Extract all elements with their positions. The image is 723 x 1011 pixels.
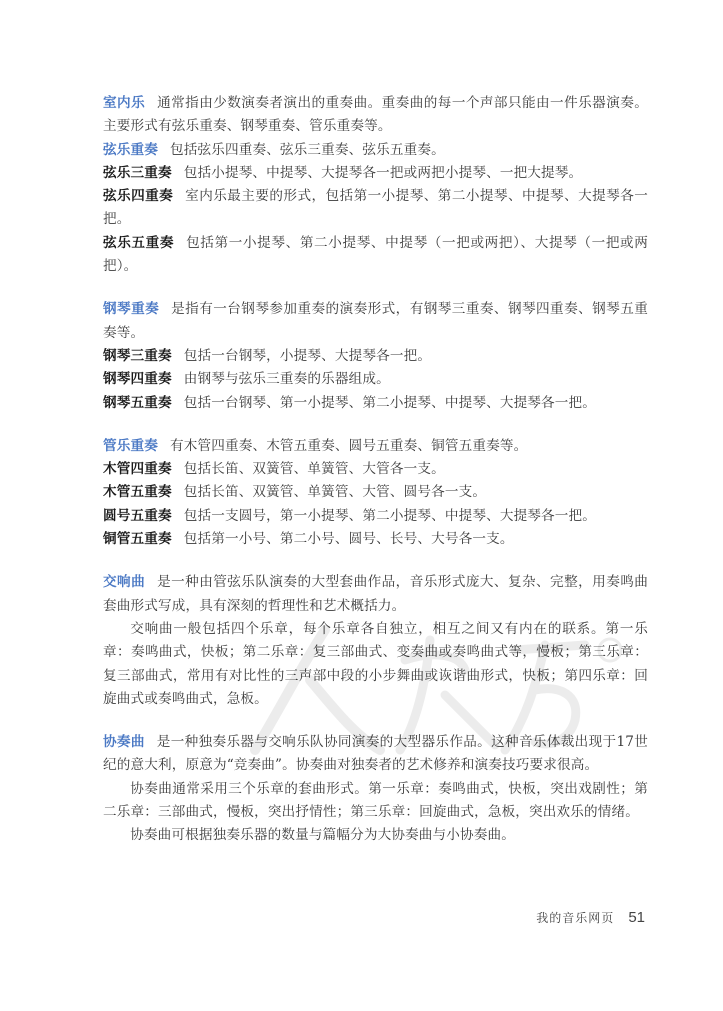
concerto-movements-paragraph: 协奏曲通常采用三个乐章的套曲形式。第一乐章：奏鸣曲式，快板，突出戏剧性；第二乐章：三部曲式，慢板，突出抒情性；第三乐章：回旋曲式，急板，突出欢乐的情绪。 <box>103 780 648 821</box>
chapter-title: 我的音乐网页 <box>536 911 615 925</box>
term-subheading: 圆号五重奏 <box>103 507 172 524</box>
definition-piano-quintet <box>103 392 648 415</box>
definition-text: 有木管四重奏、木管五重奏、圆号五重奏、铜管五重奏等。 <box>169 437 528 454</box>
section-symphony <box>103 571 648 711</box>
term-heading: 弦乐重奏 <box>103 141 158 158</box>
definition-woodwind-quintet <box>103 481 648 504</box>
definition-text: 包括一台钢琴，小提琴、大提琴各一把。 <box>183 347 432 364</box>
definition-text: 是一种独奏乐器与交响乐队协同演奏的大型器乐作品。这种音乐体裁出现于17世纪的意大利，原意为“竞奏曲”。协奏曲对独奏者的艺术修养和演奏技巧要求很高。 <box>103 734 648 774</box>
term-subheading: 钢琴三重奏 <box>103 347 172 364</box>
definition-text: 由钢琴与弦乐三重奏的乐器组成。 <box>183 371 390 388</box>
definition-concerto <box>103 731 648 778</box>
definition-text: 包括第一小号、第二小号、圆号、长号、大号各一支。 <box>183 531 514 548</box>
definition-string-ensemble <box>103 139 648 162</box>
definition-piano-quartet <box>103 368 648 391</box>
definition-piano-ensemble <box>103 298 648 345</box>
section-wind-ensemble <box>103 435 648 551</box>
definition-text: 包括弦乐四重奏、弦乐三重奏、弦乐五重奏。 <box>169 141 445 158</box>
term-subheading: 弦乐三重奏 <box>103 164 172 181</box>
definition-text: 包括长笛、双簧管、单簧管、大管、圆号各一支。 <box>183 484 487 501</box>
definition-wind-ensemble <box>103 435 648 458</box>
term-heading: 交响曲 <box>103 574 146 591</box>
definition-brass-quintet <box>103 528 648 551</box>
definition-text: 包括第一小提琴、第二小提琴、中提琴（一把或两把）、大提琴（一把或两把）。 <box>103 234 648 275</box>
definition-piano-trio <box>103 345 648 368</box>
term-heading: 室内乐 <box>103 95 146 111</box>
term-subheading: 弦乐四重奏 <box>103 188 174 205</box>
definition-string-trio <box>103 162 648 185</box>
definition-text: 包括一支圆号，第一小提琴、第二小提琴、中提琴、大提琴各一把。 <box>183 507 597 524</box>
definition-text: 包括小提琴、中提琴、大提琴各一把或两把小提琴、一把大提琴。 <box>183 164 583 181</box>
definition-text: 是指有一台钢琴参加重奏的演奏形式，有钢琴三重奏、钢琴四重奏、钢琴五重奏等。 <box>103 301 648 341</box>
definition-string-quintet <box>103 232 648 279</box>
term-subheading: 木管五重奏 <box>103 484 172 501</box>
term-subheading: 铜管五重奏 <box>103 531 172 548</box>
term-subheading: 弦乐五重奏 <box>103 234 175 251</box>
section-piano-ensemble <box>103 298 648 414</box>
definition-woodwind-quartet <box>103 458 648 481</box>
definition-text: 包括长笛、双簧管、单簧管、大管各一支。 <box>183 461 445 478</box>
page-content <box>103 92 648 868</box>
page-footer <box>536 909 645 926</box>
definition-text: 包括一台钢琴、第一小提琴、第二小提琴、中提琴、大提琴各一把。 <box>183 394 597 411</box>
term-heading: 管乐重奏 <box>103 437 158 454</box>
definition-text: 通常指由少数演奏者演出的重奏曲。重奏曲的每一个声部只能由一件乐器演奏。主要形式有弦乐重奏、钢琴重奏、管乐重奏等。 <box>103 95 649 135</box>
definition-symphony <box>103 571 648 618</box>
term-heading: 钢琴重奏 <box>103 301 160 318</box>
term-heading: 协奏曲 <box>103 734 145 751</box>
page-number: 51 <box>628 909 645 926</box>
definition-chamber-music <box>103 92 648 139</box>
section-chamber-music <box>103 92 648 278</box>
term-subheading: 钢琴四重奏 <box>103 371 172 388</box>
section-concerto <box>103 731 648 847</box>
term-subheading: 钢琴五重奏 <box>103 394 172 411</box>
concerto-types-paragraph: 协奏曲可根据独奏乐器的数量与篇幅分为大协奏曲与小协奏曲。 <box>130 827 516 844</box>
symphony-movements-paragraph: 交响曲一般包括四个乐章，每个乐章各自独立，相互之间又有内在的联系。第一乐章：奏鸣曲式，快板；第二乐章：复三部曲式、变奏曲或奏鸣曲式等，慢板；第三乐章：复三部曲式，常用有对比性的三声部中段的小步舞曲或诙谐曲形式，快板；第四乐章：回旋曲式或奏鸣曲式，急板。 <box>103 620 648 707</box>
definition-text: 是一种由管弦乐队演奏的大型套曲作品，音乐形式庞大、复杂、完整，用奏鸣曲套曲形式写成，具有深刻的哲理性和艺术概括力。 <box>103 574 649 614</box>
definition-string-quartet <box>103 185 648 232</box>
definition-text: 室内乐最主要的形式，包括第一小提琴、第二小提琴、中提琴、大提琴各一把。 <box>103 188 648 228</box>
definition-horn-quintet <box>103 505 648 528</box>
term-subheading: 木管四重奏 <box>103 461 172 478</box>
